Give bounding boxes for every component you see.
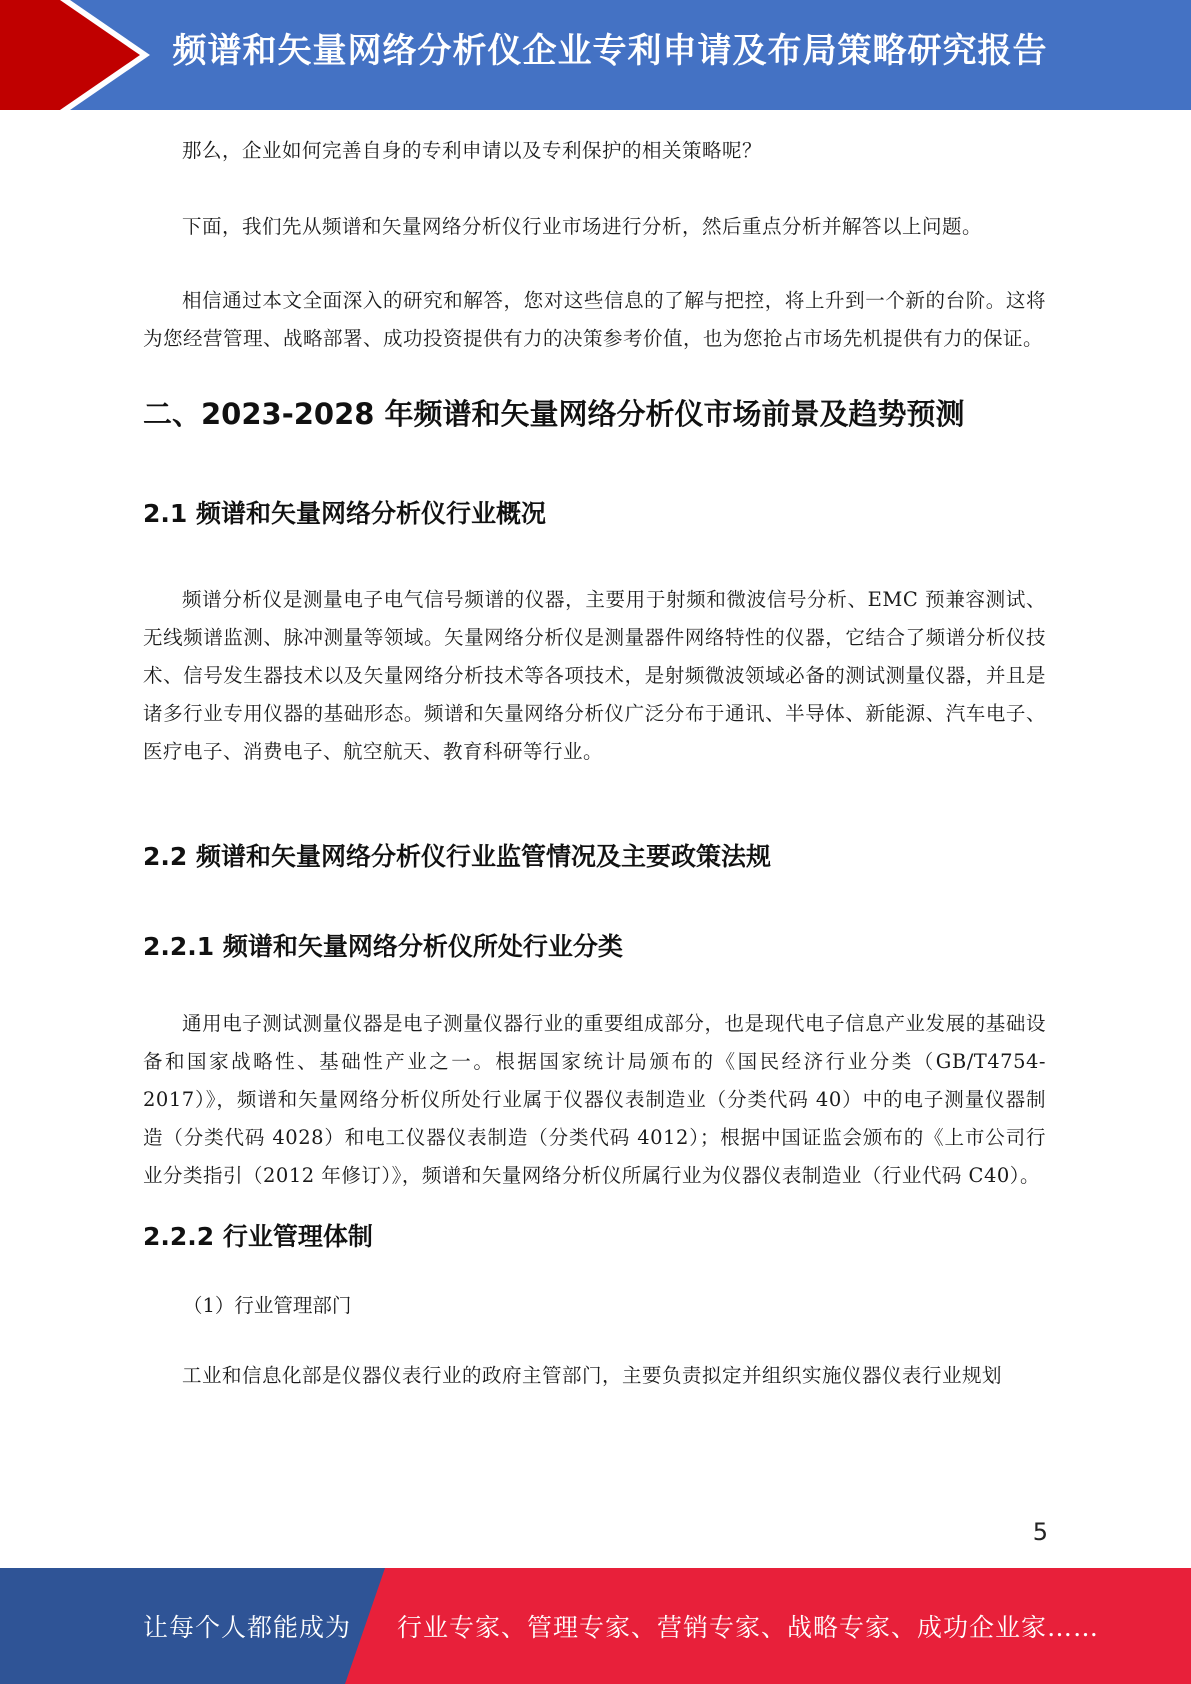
paragraph-question: 那么，企业如何完善自身的专利申请以及专利保护的相关策略呢？ xyxy=(182,139,763,162)
footer-slogan-left: 让每个人都能成为 xyxy=(143,1613,352,1642)
page-number: 5 xyxy=(1032,1518,1048,1546)
page-footer-band xyxy=(0,1568,1191,1684)
paragraph-miit: 工业和信息化部是仪器仪表行业的政府主管部门，主要负责拟定并组织实施仪器仪表行业规划 xyxy=(182,1364,1003,1387)
list-item-management-dept: （1）行业管理部门 xyxy=(183,1294,352,1317)
document-body xyxy=(143,132,1046,1395)
paragraph-intro: 下面，我们先从频谱和矢量网络分析仪行业市场进行分析，然后重点分析并解答以上问题。 xyxy=(182,215,983,238)
section-heading-2: 二、2023-2028 年频谱和矢量网络分析仪市场前景及趋势预测 xyxy=(143,397,965,431)
subsection-heading-2-2-1: 2.2.1 频谱和矢量网络分析仪所处行业分类 xyxy=(143,932,623,961)
subsection-heading-2-2: 2.2 频谱和矢量网络分析仪行业监管情况及主要政策法规 xyxy=(143,842,771,871)
page-header-band xyxy=(0,0,1191,110)
subsection-heading-2-2-2: 2.2.2 行业管理体制 xyxy=(143,1222,373,1251)
paragraph-value: 相信通过本文全面深入的研究和解答，您对这些信息的了解与把控，将上升到一个新的台阶。这将为您经营管理、战略部署、成功投资提供有力的决策参考价值，也为您抢占市场先机提供有力的保证。 xyxy=(143,289,1046,350)
subsection-heading-2-1: 2.1 频谱和矢量网络分析仪行业概况 xyxy=(143,499,546,528)
report-title: 频谱和矢量网络分析仪企业专利申请及布局策略研究报告 xyxy=(172,31,1048,71)
paragraph-industry-overview: 频谱分析仪是测量电子电气信号频谱的仪器，主要用于射频和微波信号分析、EMC 预兼容测试、无线频谱监测、脉冲测量等领域。矢量网络分析仪是测量器件网络特性的仪器，它结合了频谱分析仪技术、信号发生器技术以及矢量网络分析技术等各项技术，是射频微波领域必备的测试测量仪器，并且是诸多行业专用仪器的基础形态。频谱和矢量网络分析仪广泛分布于通讯、半导体、新能源、汽车电子、医疗电子、消费电子、航空航天、教育科研等行业。 xyxy=(143,588,1046,763)
footer-slogan-right: 行业专家、管理专家、营销专家、战略专家、成功企业家…… xyxy=(397,1613,1100,1642)
paragraph-industry-classification: 通用电子测试测量仪器是电子测量仪器行业的重要组成部分，也是现代电子信息产业发展的基础设备和国家战略性、基础性产业之一。根据国家统计局颁布的《国民经济行业分类（GB/T4754-2017）》，频谱和矢量网络分析仪所处行业属于仪器仪表制造业（分类代码 40）中的电子测量仪器制造（分类代码 4028）和电工仪器仪表制造（分类代码 4012）；根据中国证监会颁布的《上市公司行业分类指引（2012 年修订）》，频谱和矢量网络分析仪所属行业为仪器仪表制造业（行业代码 C40）。 xyxy=(143,1012,1046,1187)
header-chevron-arrow xyxy=(0,0,140,110)
